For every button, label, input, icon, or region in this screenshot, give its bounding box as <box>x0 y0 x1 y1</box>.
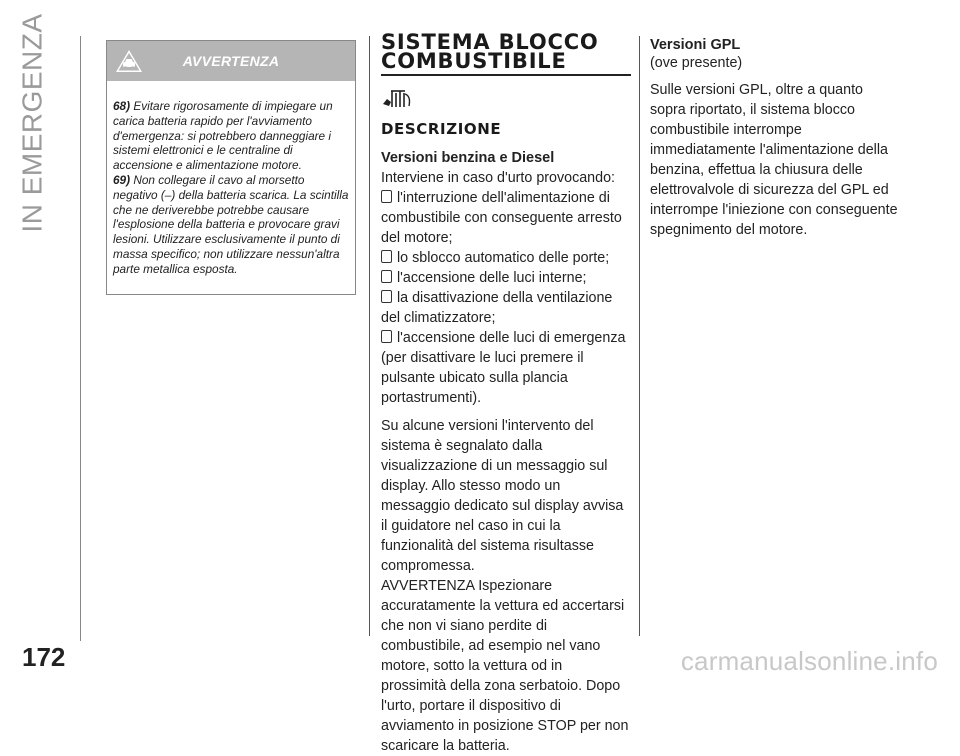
intro-text: Interviene in caso d'urto provocando: <box>381 170 616 186</box>
checkbox-bullet-icon <box>381 250 392 263</box>
subsection-title: DESCRIZIONE <box>381 120 502 138</box>
watermark: carmanualsonline.info <box>680 646 938 676</box>
versions-heading: Versioni benzina e Diesel <box>381 150 555 166</box>
column-divider-1 <box>369 36 370 636</box>
bullet-item: l'accensione delle luci interne; <box>381 268 631 288</box>
section-title: SISTEMA BLOCCO COMBUSTIBILE <box>381 33 631 76</box>
checkbox-bullet-icon <box>381 290 392 303</box>
checkbox-bullet-icon <box>381 330 392 343</box>
right-column <box>650 36 902 240</box>
checkbox-bullet-icon <box>381 190 392 203</box>
checkbox-bullet-icon <box>381 270 392 283</box>
bullet-item: lo sblocco automatico delle porte; <box>381 248 631 268</box>
paragraph: AVVERTENZA Ispezionare accuratamente la vettura ed accertarsi che non vi siano perdite di combustibile, ad esempio nel vano motore, sotto la vettura od in prossimità della zona serbatoio. Dopo l'urto, portare il dispositivo di avviamento in posizione STOP per non scaricare la batteria. <box>381 578 629 754</box>
warning-item-69: 69) Non collegare il cavo al morsetto negativo (–) della batteria scarica. La scintilla che ne deriverebbe potrebbe causare l'esplosione della batteria e provocare gravi lesioni. Utilizzare esclusivamente il punto di massa specifico; non utilizzare nessun'altra parte metallica esposta. <box>113 172 349 276</box>
bullet-item: la disattivazione della ventilazione del climatizzatore; <box>381 290 613 326</box>
warning-box <box>106 40 356 295</box>
warning-title: AVVERTENZA <box>182 53 280 69</box>
gpl-note: (ove presente) <box>650 55 743 71</box>
bullet-item: l'accensione delle luci di emergenza (per disattivare le luci premere il pulsante ubicato sulla plancia portastrumenti). <box>381 330 626 406</box>
car-warning-icon <box>115 49 143 73</box>
bullet-item: l'interruzione dell'alimentazione di combustibile con conseguente arresto del motore; <box>381 190 622 246</box>
column-divider-2 <box>639 36 640 636</box>
page-number: 172 <box>22 642 66 672</box>
chapter-title: IN EMERGENZA <box>17 12 49 233</box>
paragraph: Su alcune versioni l'intervento del sistema è segnalato dalla visualizzazione di un messaggio sul display. Allo stesso modo un messaggio dedicato sul display avvisa il guidatore nel caso in cui la funzionalità del sistema risultasse compromessa. <box>381 418 624 574</box>
warning-body <box>107 81 355 277</box>
chapter-divider <box>80 36 81 641</box>
main-column <box>381 30 631 756</box>
fuel-cutoff-icon <box>381 88 631 110</box>
gpl-heading: Versioni GPL <box>650 37 741 53</box>
warning-header <box>107 41 355 81</box>
warning-item-68: 68) Evitare rigorosamente di impiegare un carica batteria rapido per l'avviamento d'emergenza: si potrebbero danneggiare i sistemi elettronici e le centraline di accensione e alimentazione motore. <box>113 99 333 173</box>
paragraph: Sulle versioni GPL, oltre a quanto sopra riportato, il sistema blocco combustibile interrompe immediatamente l'alimentazione della benzina, effettua la chiusura delle elettrovalvole di sicurezza del GPL ed interrompe l'iniezione con conseguente spegnimento del motore. <box>650 82 898 238</box>
